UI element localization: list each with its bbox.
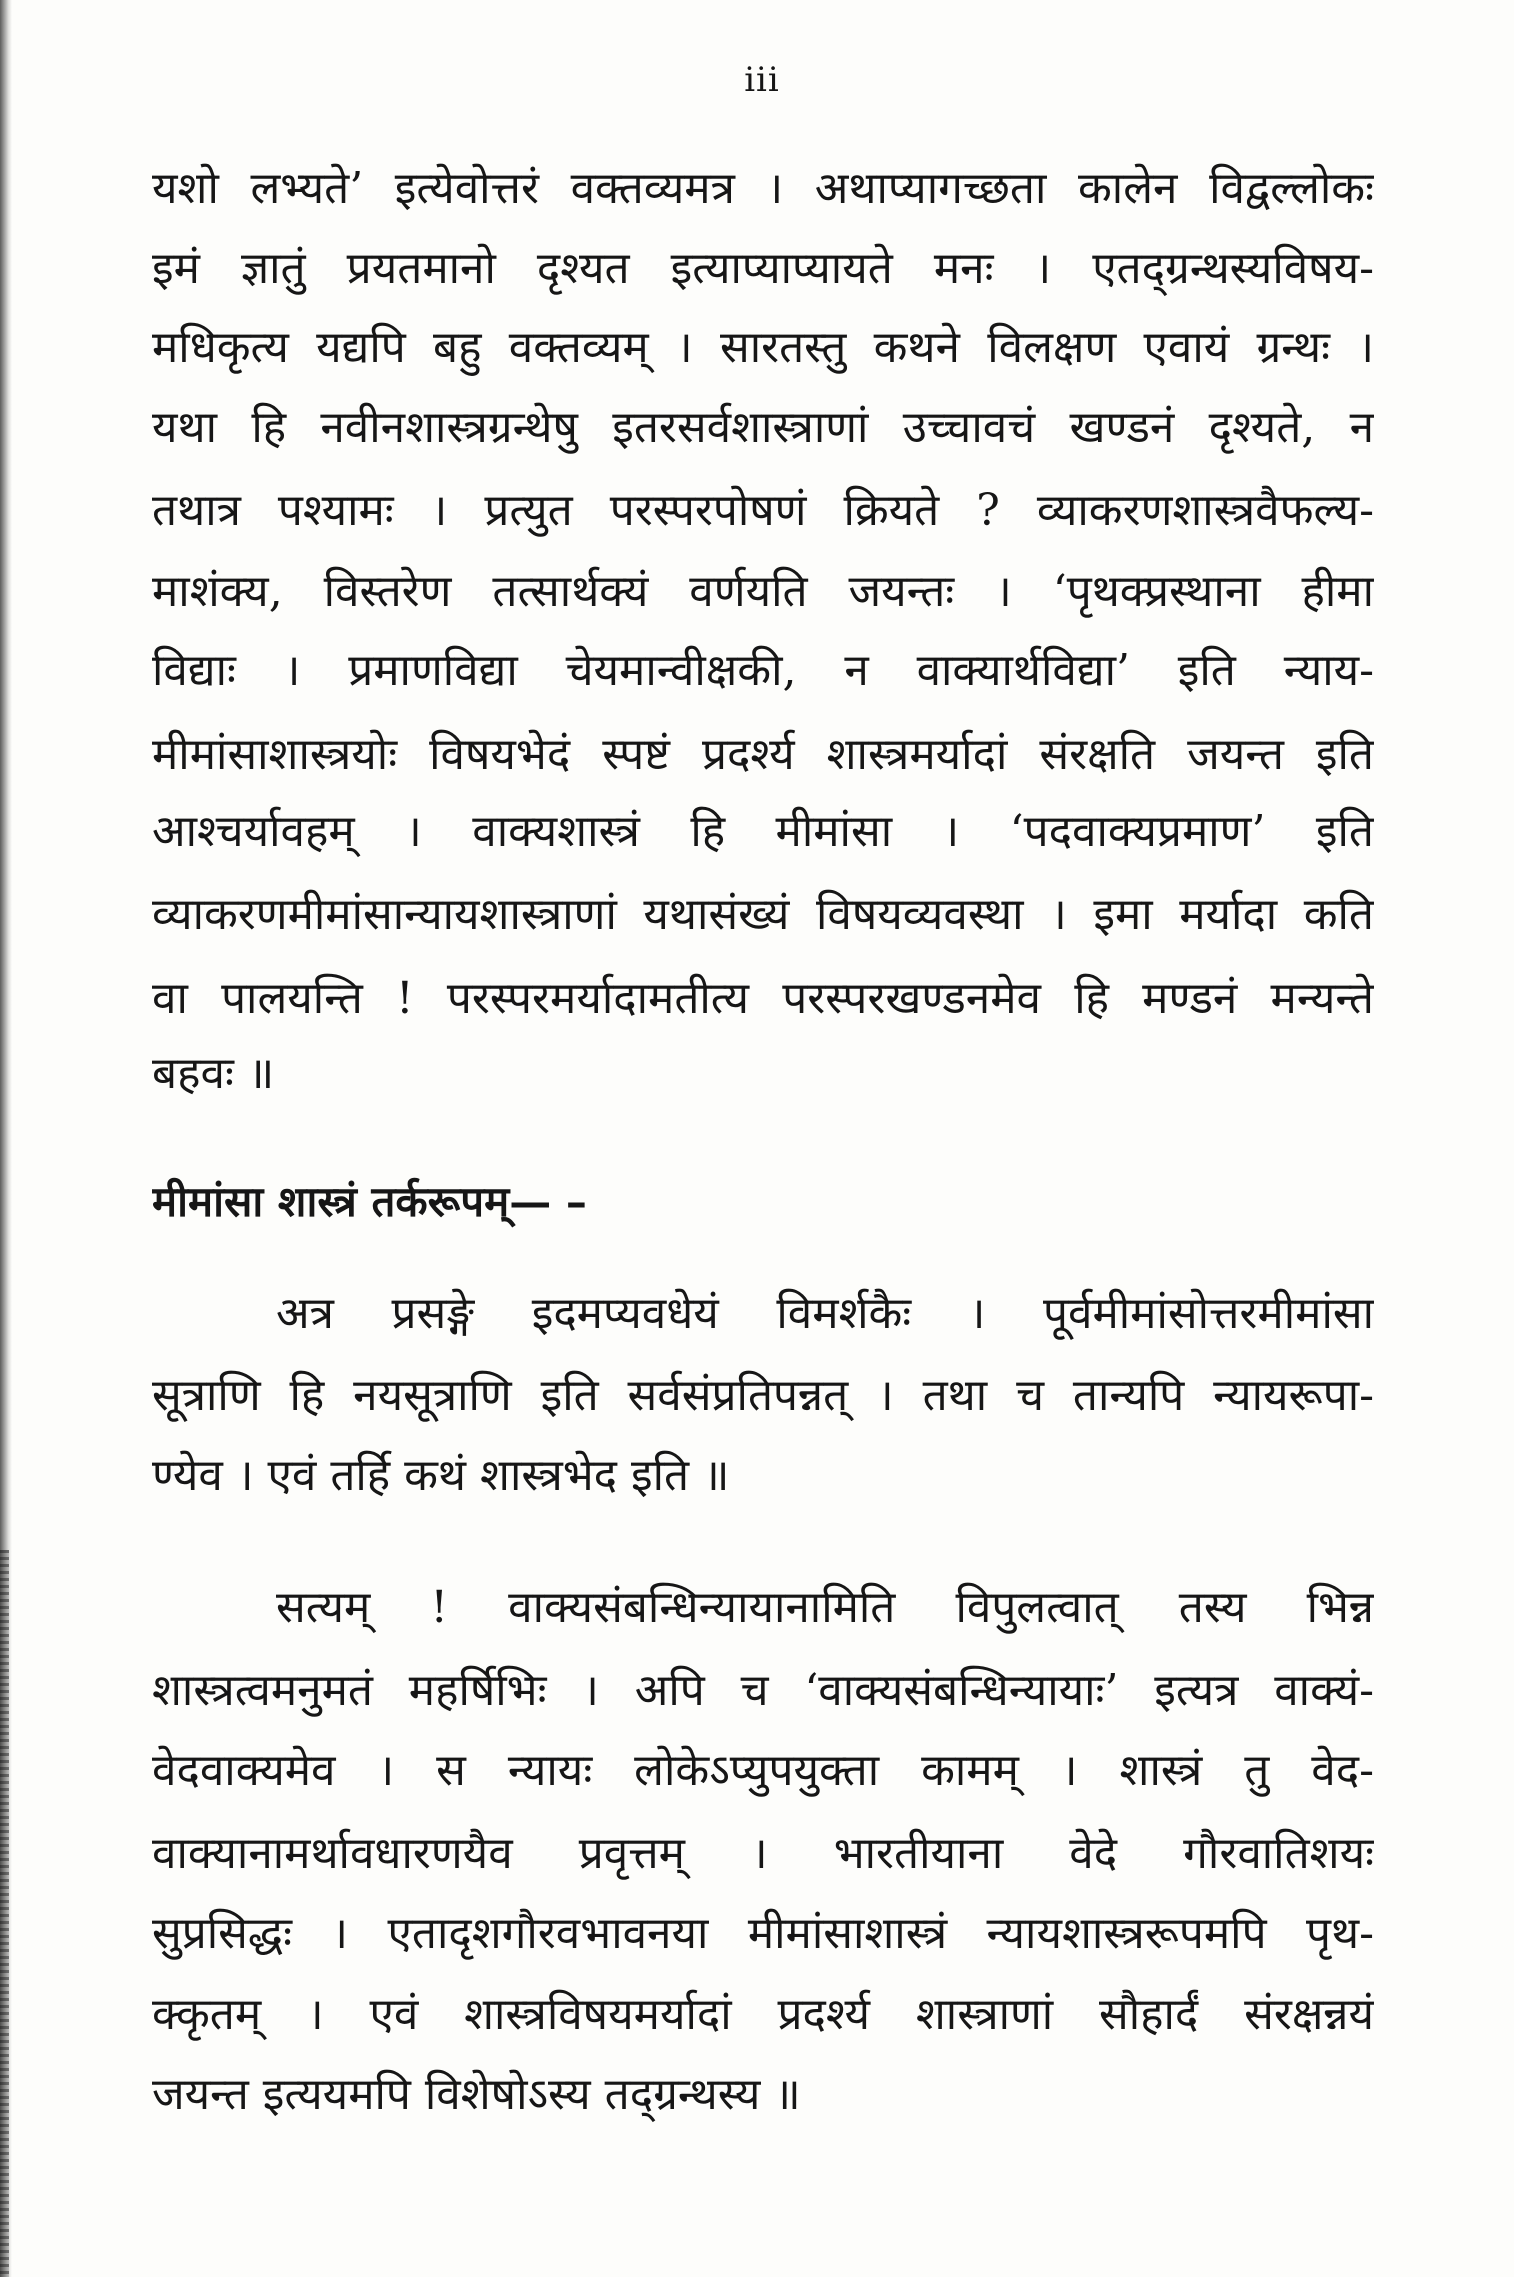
paragraph-line: सत्यम् ! वाक्यसंबन्धिन्यायानामिति विपुलत्वात् तस्य भिन्न (276, 1582, 1374, 1633)
paragraph-line: ण्येव । एवं तर्हि कथं शास्त्रभेद इति ॥ (152, 1450, 730, 1501)
paragraph-line: वाक्यानामर्थावधारणयैव प्रवृत्तम् । भारतीयाना वेदे गौरवातिशयः (152, 1828, 1374, 1879)
paragraph-line: अत्र प्रसङ्गे इदमप्यवधेयं विमर्शकैः । पूर्वमीमांसोत्तरमीमांसा (276, 1288, 1374, 1339)
paragraph-line: सूत्राणि हि नयसूत्राणि इति सर्वसंप्रतिपन्नत् । तथा च तान्यपि न्यायरूपा- (152, 1370, 1374, 1421)
paragraph-line: क्कृतम् । एवं शास्त्रविषयमर्यादां प्रदर्श्य शास्त्राणां सौहार्दं संरक्षन्नयं (152, 1989, 1374, 2040)
paragraph-line: बहवः ॥ (152, 1048, 275, 1099)
paragraph-line: मीमांसाशास्त्रयोः विषयभेदं स्पष्टं प्रदर्श्य शास्त्रमर्यादां संरक्षति जयन्त इति (152, 729, 1374, 780)
paragraph-line: मधिकृत्य यद्यपि बहु वक्तव्यम् । सारतस्तु कथने विलक्षण एवायं ग्रन्थः । (152, 322, 1374, 373)
paragraph-line: तथात्र पश्यामः । प्रत्युत परस्परपोषणं क्रियते ? व्याकरणशास्त्रवैफल्य- (152, 485, 1374, 536)
paragraph-line: वा पालयन्ति ! परस्परमर्यादामतीत्य परस्परखण्डनमेव हि मण्डनं मन्यन्ते (152, 973, 1374, 1024)
paragraph-line: शास्त्रत्वमनुमतं महर्षिभिः । अपि च ‘वाक्यसंबन्धिन्यायाः’ इत्यत्र वाक्यं- (152, 1665, 1374, 1716)
paragraph-line: यशो लभ्यते’ इत्येवोत्तरं वक्तव्यमत्र । अथाप्यागच्छता कालेन विद्वल्लोकः (152, 163, 1374, 214)
paragraph-line: यथा हि नवीनशास्त्रग्रन्थेषु इतरसर्वशास्त्राणां उच्चावचं खण्डनं दृश्यते, न (152, 402, 1374, 453)
paragraph-line: जयन्त इत्ययमपि विशेषोऽस्य तद्ग्रन्थस्य ॥ (152, 2069, 801, 2120)
binding-edge-speckle (0, 1550, 9, 2277)
paragraph-line: सुप्रसिद्धः । एतादृशगौरवभावनया मीमांसाशास्त्रं न्यायशास्त्ररूपमपि पृथ- (152, 1908, 1374, 1959)
section-heading: मीमांसा शास्त्रं तर्करूपम्— – (152, 1177, 587, 1226)
paragraph-line: माशंक्य, विस्तरेण तत्सार्थक्यं वर्णयति जयन्तः । ‘पृथक्प्रस्थाना हीमा (152, 566, 1374, 617)
page-number: iii (744, 60, 780, 100)
paragraph-line: व्याकरणमीमांसान्यायशास्त्राणां यथासंख्यं विषयव्यवस्था । इमा मर्यादा कति (152, 889, 1374, 940)
paragraph-line: विद्याः । प्रमाणविद्या चेयमान्वीक्षकी, न वाक्यार्थविद्या’ इति न्याय- (152, 645, 1374, 696)
paragraph-line: इमं ज्ञातुं प्रयतमानो दृश्यत इत्याप्याप्यायते मनः । एतद्ग्रन्थस्यविषय- (152, 243, 1374, 294)
paragraph-line: आश्चर्यावहम् । वाक्यशास्त्रं हि मीमांसा । ‘पदवाक्यप्रमाण’ इति (152, 806, 1374, 857)
paragraph-line: वेदवाक्यमेव । स न्यायः लोकेऽप्युपयुक्ता कामम् । शास्त्रं तु वेद- (152, 1745, 1374, 1796)
